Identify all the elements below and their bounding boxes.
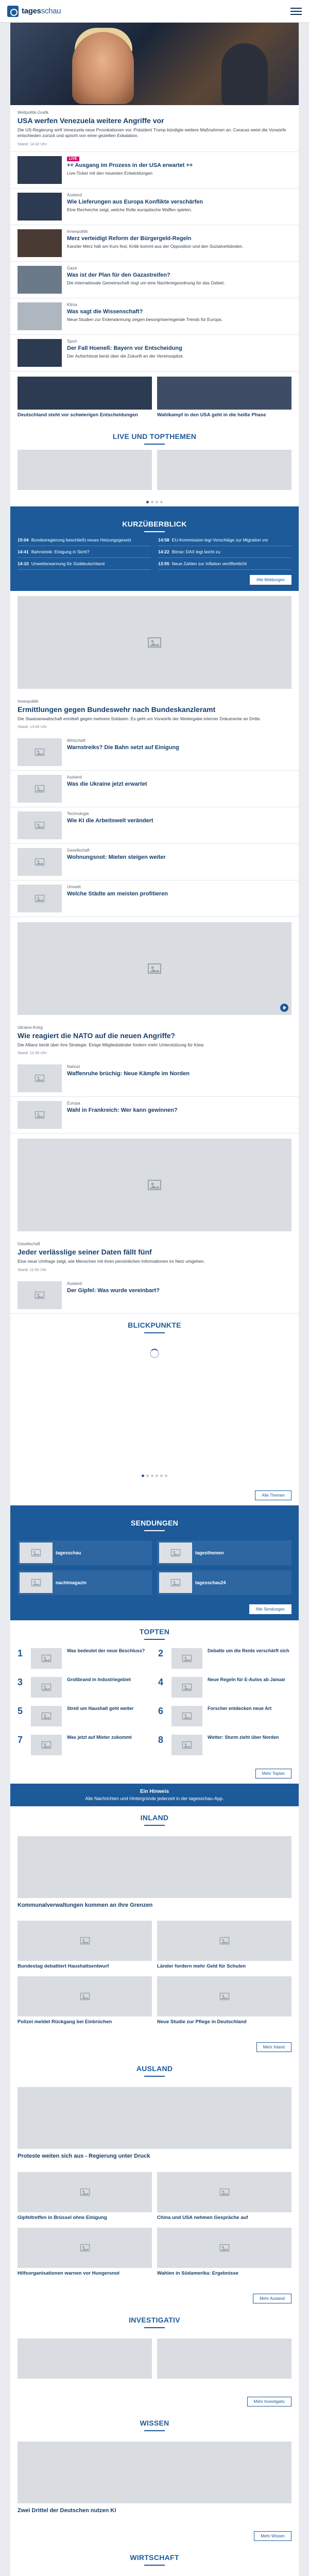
placeholder-image <box>157 2338 291 2379</box>
live-badge: LIVE <box>67 157 79 161</box>
list-item[interactable] <box>10 298 299 335</box>
kurz-text: Neue Zahlen zur Inflation veröffentlicht <box>171 561 247 566</box>
thumbnail-image <box>18 775 62 803</box>
item-title[interactable]: Was die Ukraine jetzt erwartet <box>67 781 147 788</box>
card-title[interactable]: Gipfeltreffen in Brüssel ohne Einigung <box>18 2214 107 2221</box>
story-teaser: Die Allianz berät über ihre Strategie. Einige Mitgliedsländer fordern mehr Unterstützung für Kiew. <box>18 1042 204 1047</box>
item-title[interactable]: Neue Regeln für E-Autos ab Januar <box>208 1676 286 1682</box>
story-teaser: Die Staatsanwaltschaft ermittelt gegen mehrere Soldaten. Es geht um Vorwürfe der Weitergabe interner Dokumente an Dritte. <box>18 716 261 721</box>
story-kicker: Ukraine-Krieg <box>18 1025 43 1030</box>
story-nato[interactable] <box>10 1020 299 1060</box>
card-image <box>18 377 152 410</box>
rank-number: 1 <box>18 1648 23 1658</box>
list-item[interactable] <box>10 335 299 371</box>
show-thumbnail <box>159 1572 192 1593</box>
app-banner[interactable] <box>10 1784 299 1806</box>
card-image <box>157 2228 291 2268</box>
rank-number: 2 <box>158 1648 164 1658</box>
item-title[interactable]: Wahl in Frankreich: Wer kann gewinnen? <box>67 1107 178 1114</box>
card-title[interactable]: Wahlen in Südamerika: Ergebnisse <box>157 2270 239 2276</box>
list-item[interactable] <box>10 844 299 880</box>
rank-number: 7 <box>18 1734 23 1745</box>
more-inland-button[interactable]: Mehr Inland <box>256 2042 291 2052</box>
list-item[interactable] <box>10 771 299 807</box>
topten-item[interactable] <box>18 1703 151 1730</box>
blickpunkte-heading: BLICKPUNKTE <box>10 1314 299 1338</box>
list-item[interactable] <box>10 1277 299 1314</box>
show-label: tagesschau <box>56 1550 81 1555</box>
thumbnail-image <box>18 811 62 839</box>
story-kicker: Gesellschaft <box>18 1242 41 1247</box>
rank-number: 6 <box>158 1705 164 1716</box>
ausland-lead[interactable] <box>10 2082 299 2167</box>
thumbnail-image <box>18 229 62 257</box>
placeholder-image <box>18 922 291 1015</box>
hero-teaser: Die US-Regierung wirft Venezuela neue Provokationen vor. Präsident Trump kündigte weitere Maßnahmen an. Caracas weist die Vorwürfe entschieden zurück und spricht von einer gezielten Eskalation. <box>18 127 286 139</box>
investigativ-card[interactable] <box>157 2338 291 2381</box>
more-wissen-button[interactable]: Mehr Wissen <box>254 2531 291 2541</box>
thumbnail-image <box>18 738 62 766</box>
list-item[interactable] <box>10 225 299 262</box>
kurz-item[interactable] <box>158 537 291 546</box>
live-topthemen-heading: LIVE UND TOPTHEMEN <box>10 425 299 450</box>
show-card[interactable] <box>157 1570 291 1595</box>
story-list-4 <box>10 1277 299 1314</box>
placeholder-image <box>18 450 152 490</box>
item-title[interactable]: Welche Städte am meisten profitieren <box>67 891 168 897</box>
hero-image <box>10 23 299 105</box>
thumbnail-image <box>31 1735 62 1755</box>
item-teaser: Neue Studien zur Erderwärmung zeigen besorgniserregende Trends für Europa. <box>67 317 222 323</box>
topten-item[interactable] <box>18 1645 151 1672</box>
kurz-text: Bundesregierung beschließt neues Heizungsgesetz <box>31 537 131 543</box>
ausland-grid <box>10 2167 299 2283</box>
investigativ-grid <box>10 2333 299 2386</box>
all-topics-button[interactable]: Alle Themen <box>255 1490 291 1500</box>
story-teaser: Eine neue Umfrage zeigt, wie Menschen mit ihren persönlichen Informationen im Netz umgehen. <box>18 1259 205 1264</box>
hero-title[interactable]: USA werfen Venezuela weitere Angriffe vor <box>18 116 164 125</box>
card-image <box>18 2228 152 2268</box>
card-title[interactable]: China und USA nehmen Gespräche auf <box>157 2214 248 2221</box>
list-item[interactable] <box>10 880 299 917</box>
item-teaser: Der Aufsichtsrat berät über die Zukunft an der Vereinsspitze. <box>67 353 184 359</box>
item-title[interactable]: Warnstreiks? Die Bahn setzt auf Einigung <box>67 744 179 751</box>
all-news-button[interactable]: Alle Meldungen <box>250 575 291 585</box>
item-title[interactable]: Was ist der Plan für den Gazastreifen? <box>67 272 170 278</box>
mini-cards <box>10 371 299 425</box>
item-kicker: Umwelt <box>67 885 81 890</box>
carousel-dots[interactable] <box>10 498 299 506</box>
card-title[interactable]: Wahlkampf in den USA geht in die heiße Phase <box>157 412 266 418</box>
list-item[interactable] <box>10 734 299 771</box>
rank-number: 4 <box>158 1676 164 1687</box>
inland-grid <box>10 1916 299 2032</box>
main-content <box>10 23 299 2576</box>
wirtschaft-heading: WIRTSCHAFT <box>10 2546 299 2571</box>
kurz-time: 14:22 <box>158 549 169 554</box>
item-title[interactable]: Großbrand in Industriegebiet <box>67 1676 131 1682</box>
kurz-time: 14:10 <box>18 561 29 566</box>
live-carousel <box>10 450 299 498</box>
logo-text-prefix: tages <box>22 7 41 15</box>
thumbnail-image <box>171 1735 202 1755</box>
wissen-heading: WISSEN <box>10 2412 299 2436</box>
placeholder-image <box>18 2442 291 2503</box>
topten-item[interactable] <box>158 1703 291 1730</box>
story-list-3 <box>10 1060 299 1133</box>
item-teaser: Die internationale Gemeinschaft ringt um eine Nachkriegsordnung für das Gebiet. <box>67 280 225 286</box>
rank-number: 5 <box>18 1705 23 1716</box>
kurz-item[interactable] <box>18 549 151 558</box>
story-title[interactable]: Wie reagiert die NATO auf die neuen Angriffe? <box>18 1031 176 1040</box>
item-kicker: Klima <box>67 302 78 307</box>
more-topten-button[interactable]: Mehr Topten <box>255 1769 291 1778</box>
banner-text: Alle Nachrichten und Hintergründe jederzeit in der tagesschau-App. <box>85 1795 224 1801</box>
show-label: tagesschau24 <box>195 1580 226 1585</box>
inland-heading: INLAND <box>10 1806 299 1831</box>
item-title[interactable]: ++ Ausgang im Prozess in der USA erwartet ++ <box>67 162 193 168</box>
news-card[interactable] <box>18 2172 152 2223</box>
ausland-heading: AUSLAND <box>10 2057 299 2082</box>
news-card[interactable] <box>18 1921 152 1971</box>
news-card[interactable] <box>157 2228 291 2278</box>
logo-text-suffix: schau <box>41 7 61 15</box>
thumbnail-image <box>18 1281 62 1309</box>
show-card[interactable] <box>18 1540 152 1565</box>
wissen-lead-title[interactable]: Zwei Drittel der Deutschen nutzen KI <box>18 2507 116 2514</box>
thumbnail-image <box>18 885 62 912</box>
more-investigativ-button[interactable]: Mehr Investigativ <box>247 2397 291 2406</box>
thumbnail-image <box>171 1648 202 1669</box>
show-thumbnail <box>20 1572 53 1593</box>
story-kicker: Innenpolitik <box>18 699 39 704</box>
card-title[interactable]: Deutschland steht vor schwierigen Entscheidungen <box>18 412 138 418</box>
show-thumbnail <box>20 1543 53 1563</box>
item-title[interactable]: Waffenruhe brüchig: Neue Kämpfe im Norden <box>67 1071 190 1077</box>
placeholder-image <box>18 1836 291 1898</box>
banner-title: Ein Hinweis <box>140 1788 169 1794</box>
show-card[interactable] <box>157 1540 291 1565</box>
thumbnail-image <box>18 1101 62 1129</box>
thumbnail-image <box>31 1648 62 1669</box>
story-ermittlungen[interactable] <box>10 694 299 734</box>
news-card[interactable] <box>157 2172 291 2223</box>
list-item[interactable] <box>10 807 299 844</box>
site-logo[interactable] <box>7 6 61 17</box>
thumbnail-image <box>18 339 62 367</box>
thumbnail-image <box>18 302 62 330</box>
story-daten[interactable] <box>10 1236 299 1277</box>
item-title[interactable]: Was bedeutet der neue Beschluss? <box>67 1648 145 1653</box>
item-teaser: Live-Ticker mit den neuesten Entwicklungen <box>67 171 152 176</box>
item-title[interactable]: Debatte um die Rente verschärft sich <box>208 1648 289 1653</box>
rank-number: 3 <box>18 1676 23 1687</box>
topten-heading: TOPTEN <box>10 1620 299 1645</box>
item-kicker: Europa <box>67 1101 80 1106</box>
thumbnail-image <box>18 266 62 294</box>
card-image <box>157 2172 291 2212</box>
kurz-item[interactable] <box>158 561 291 570</box>
story-list-2 <box>10 734 299 917</box>
kurz-text: EU-Kommission legt Vorschläge zur Migration vor <box>171 537 268 543</box>
item-title[interactable]: Wetter: Sturm zieht über Norden <box>208 1734 279 1740</box>
card-title[interactable]: Hilfsorganisationen warnen vor Hungersnot <box>18 2270 119 2276</box>
wirtschaft-lead[interactable] <box>10 2571 299 2576</box>
kurz-text: Unwetterwarnung für Süddeutschland <box>31 561 105 566</box>
inland-lead-title[interactable]: Kommunalverwaltungen kommen an ihre Grenzen <box>18 1902 153 1908</box>
topten-item[interactable] <box>158 1674 291 1701</box>
menu-icon[interactable] <box>290 8 302 15</box>
sendungen-heading: SENDUNGEN <box>18 1512 291 1536</box>
card-image <box>157 1976 291 2016</box>
story-list-top <box>10 152 299 371</box>
kurz-time: 14:41 <box>18 549 29 554</box>
kurzueberblick-list <box>18 537 291 570</box>
thumbnail-image <box>31 1677 62 1698</box>
loading-spinner-icon <box>150 1349 159 1358</box>
investigativ-heading: INVESTIGATIV <box>10 2309 299 2333</box>
card-image <box>18 2172 152 2212</box>
topten-item[interactable] <box>158 1645 291 1672</box>
thumbnail-image <box>31 1706 62 1726</box>
hero-story[interactable] <box>10 23 299 152</box>
placeholder-image <box>157 450 291 490</box>
wissen-lead[interactable] <box>10 2436 299 2521</box>
card-image <box>18 1976 152 2016</box>
thumbnail-image <box>18 193 62 221</box>
list-item[interactable] <box>10 1060 299 1097</box>
item-title[interactable]: Der Gipfel: Was wurde vereinbart? <box>67 1287 160 1294</box>
story-title[interactable]: Ermittlungen gegen Bundeswehr nach Bundeskanzleramt <box>18 705 216 714</box>
mini-card[interactable] <box>18 377 152 420</box>
kurzueberblick <box>10 506 299 591</box>
item-teaser: Kanzler Merz hält am Kurs fest, Kritik kommt aus der Opposition und den Sozialverbänden. <box>67 244 244 249</box>
item-title[interactable]: Was jetzt auf Mieter zukommt <box>67 1734 132 1740</box>
item-kicker: Ausland <box>67 192 82 197</box>
show-thumbnail <box>159 1543 192 1563</box>
card-title[interactable]: Bundestag debattiert Haushaltsentwurf <box>18 1963 109 1970</box>
news-card[interactable] <box>157 1921 291 1971</box>
news-card[interactable] <box>18 2228 152 2278</box>
topten-item[interactable] <box>18 1674 151 1701</box>
hero-meta: Stand: 14:32 Uhr <box>18 141 47 146</box>
top-navigation <box>0 0 309 23</box>
item-kicker: Gesellschaft <box>67 848 90 853</box>
topten-item[interactable] <box>158 1732 291 1758</box>
item-title[interactable]: Forscher entdecken neue Art <box>208 1705 272 1711</box>
kurz-item[interactable] <box>18 561 151 570</box>
topten-list <box>18 1645 291 1758</box>
item-kicker: Technologie <box>67 811 89 817</box>
news-card[interactable] <box>18 1976 152 2027</box>
kurz-time: 13:55 <box>158 561 169 566</box>
item-kicker: Sport <box>67 338 77 344</box>
thumbnail-image <box>18 156 62 184</box>
story-meta: Stand: 13:45 Uhr <box>18 724 47 730</box>
show-label: nachtmagazin <box>56 1580 87 1585</box>
kurz-text: Börse: DAX legt leicht zu <box>171 549 220 554</box>
card-title[interactable]: Neue Studie zur Pflege in Deutschland <box>157 2019 247 2025</box>
all-shows-button[interactable]: Alle Sendungen <box>249 1604 292 1614</box>
item-kicker: Ausland <box>67 1281 82 1286</box>
ausland-lead-title[interactable]: Proteste weiten sich aus - Regierung unter Druck <box>18 2153 150 2160</box>
kurzueberblick-heading: KURZÜBERBLICK <box>18 513 291 537</box>
live-card[interactable] <box>18 450 152 493</box>
mini-card[interactable] <box>157 377 291 420</box>
card-image <box>157 1921 291 1961</box>
more-ausland-button[interactable]: Mehr Ausland <box>253 2294 291 2303</box>
item-title[interactable]: Merz verteidigt Reform der Bürgergeld-Regeln <box>67 235 192 242</box>
kurz-time: 15:04 <box>18 537 29 543</box>
list-item[interactable] <box>10 152 299 189</box>
card-title[interactable]: Polizei meldet Rückgang bei Einbrüchen <box>18 2019 112 2025</box>
card-image <box>18 1921 152 1961</box>
item-kicker: Gaza <box>67 265 77 270</box>
play-icon[interactable] <box>280 1004 288 1012</box>
item-title[interactable]: Was sagt die Wissenschaft? <box>67 308 143 315</box>
item-title[interactable]: Der Fall Hoeneß: Bayern vor Entscheidung <box>67 345 182 351</box>
thumbnail-image <box>18 1064 62 1092</box>
thumbnail-image <box>171 1677 202 1698</box>
story-meta: Stand: 12:30 Uhr <box>18 1050 47 1056</box>
item-kicker: Nahost <box>67 1064 80 1070</box>
topten-item[interactable] <box>18 1732 151 1758</box>
rank-number: 8 <box>158 1734 164 1745</box>
thumbnail-image <box>18 848 62 876</box>
item-title[interactable]: Streit um Haushalt geht weiter <box>67 1705 134 1711</box>
list-item[interactable] <box>10 262 299 298</box>
news-card[interactable] <box>157 1976 291 2027</box>
show-card[interactable] <box>18 1570 152 1595</box>
item-title[interactable]: Wie KI die Arbeitswelt verändert <box>67 818 153 824</box>
placeholder-image <box>18 1139 291 1231</box>
story-title[interactable]: Jeder verlässlige seiner Daten fällt fünf <box>18 1248 152 1257</box>
item-teaser: Eine Recherche zeigt, welche Rolle europäische Waffen spielen. <box>67 207 192 213</box>
investigativ-card[interactable] <box>18 2338 152 2381</box>
logo-icon <box>7 6 19 17</box>
show-label: tagesthemen <box>195 1550 224 1555</box>
item-title[interactable]: Wie Lieferungen aus Europa Konflikte verschärfen <box>67 198 203 205</box>
item-title[interactable]: Wohnungsnot: Mieten steigen weiter <box>67 854 166 861</box>
inland-lead[interactable] <box>10 1831 299 1916</box>
thumbnail-image <box>171 1706 202 1726</box>
live-card[interactable] <box>157 450 291 493</box>
card-image <box>157 377 291 410</box>
carousel-dots[interactable] <box>10 1471 299 1480</box>
list-item[interactable] <box>10 189 299 225</box>
placeholder-image <box>18 2338 152 2379</box>
story-meta: Stand: 11:50 Uhr <box>18 1267 47 1272</box>
item-kicker: Innenpolitik <box>67 229 88 234</box>
kurz-item[interactable] <box>158 549 291 558</box>
kurz-item[interactable] <box>18 537 151 546</box>
placeholder-image <box>18 596 291 689</box>
list-item[interactable] <box>10 1097 299 1133</box>
kurz-text: Bahnstreik: Einigung in Sicht? <box>31 549 90 554</box>
item-kicker: Wirtschaft <box>67 738 85 743</box>
sendungen-section <box>10 1505 299 1620</box>
kurz-time: 14:58 <box>158 537 169 543</box>
placeholder-image <box>18 2087 291 2149</box>
hero-kicker: Weltpolitik-Grafik <box>18 110 49 115</box>
item-kicker: Ausland <box>67 775 82 780</box>
sendungen-grid <box>18 1536 291 1599</box>
card-title[interactable]: Länder fordern mehr Geld für Schulen <box>157 1963 246 1970</box>
